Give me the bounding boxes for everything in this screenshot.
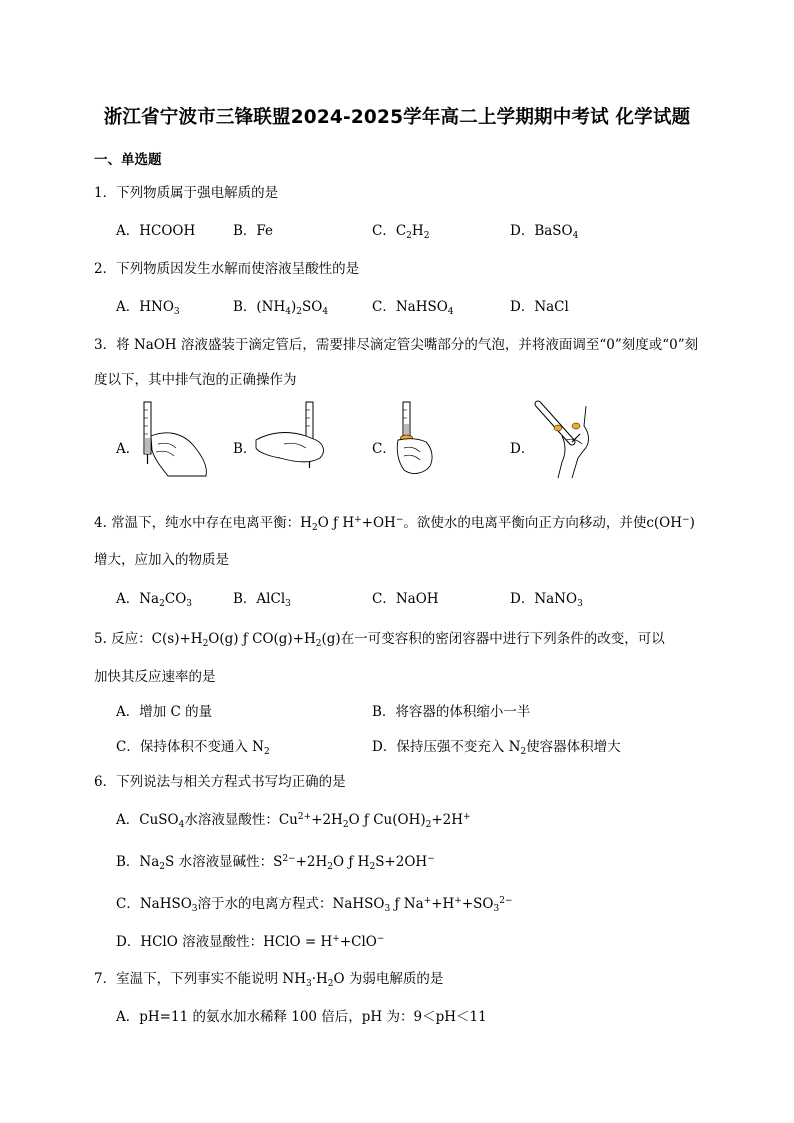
- q2-option-d: D．NaCl: [510, 299, 569, 315]
- question-2-stem: 2．下列物质因发生水解而使溶液呈酸性的是: [94, 261, 360, 277]
- q7-option-a: A．pH=11 的氨水加水稀释 100 倍后，pH 为：9＜pH＜11: [116, 1009, 487, 1025]
- q6-option-a: A．CuSO$_4$水溶液显酸性：$Cu^{2+}+2H_2O$ ƒ $Cu(OH)_2+2H^+$: [116, 812, 471, 830]
- q2-option-c: C．NaHSO$_4$: [372, 299, 454, 317]
- q5-option-a: A．增加 C 的量: [116, 704, 213, 720]
- section-heading: 一、单选题: [94, 152, 162, 168]
- q4-option-d: D．NaNO$_3$: [510, 591, 583, 609]
- question-1-stem: 1．下列物质属于强电解质的是: [94, 185, 279, 201]
- burette-hand-figure-a: [136, 400, 212, 478]
- q1-option-c: C．$C_2H_2$: [372, 223, 430, 241]
- q3-option-c-label: C．: [372, 441, 396, 457]
- q3-option-b-label: B．: [233, 441, 257, 457]
- q6-option-b: B．$Na_2S$ 水溶液显碱性：$S^{2-}+2H_2O$ ƒ $H_2S+2OH^-$: [116, 854, 435, 872]
- q3-option-d-label: D．: [510, 441, 535, 457]
- question-5-line1: 5. 反应：$C(s)+H_2O(g)$ ƒ $CO(g)+H_2(g)$在一可变容积的密闭容器中进行下列条件的改变，可以: [94, 631, 665, 649]
- q2-option-b: B．$(NH_4)_2SO_4$: [233, 299, 329, 317]
- burette-hand-figure-d: [532, 400, 602, 480]
- q5-option-d: D．保持压强不变充入 $N_2$使容器体积增大: [372, 739, 621, 757]
- question-4-line1: 4. 常温下，纯水中存在电离平衡：$H_2O$ ƒ H++OH−。欲使水的电离平衡向正方向移动，并使c(OH−): [94, 515, 695, 533]
- q4-option-a: A．$Na_2CO_3$: [116, 591, 192, 609]
- burette-hand-figure-b: [254, 400, 334, 478]
- q1-option-b: B．Fe: [233, 223, 274, 239]
- q3-option-a-label: A．: [116, 441, 140, 457]
- question-6-stem: 6．下列说法与相关方程式书写均正确的是: [94, 774, 346, 790]
- q5-option-c: C．保持体积不变通入 $N_2$: [116, 739, 270, 757]
- question-3-line1: 3．将 NaOH 溶液盛装于滴定管后，需要排尽滴定管尖嘴部分的气泡，并将液面调至“0”刻度或“0”刻: [94, 337, 699, 353]
- question-7-stem: 7．室温下，下列事实不能说明 $NH_3\cdot H_2O$ 为弱电解质的是: [94, 971, 444, 989]
- page-title: 浙江省宁波市三锋联盟2024-2025学年高二上学期期中考试 化学试题: [103, 107, 691, 128]
- question-4-line2: 增大，应加入的物质是: [94, 552, 229, 568]
- q5-option-b: B．将容器的体积缩小一半: [372, 704, 531, 720]
- q6-option-d: D．HClO 溶液显酸性：HClO = H++ClO−: [116, 934, 385, 950]
- burette-hand-figure-c: [392, 400, 442, 478]
- question-3-line2: 度以下，其中排气泡的正确操作为: [94, 372, 297, 388]
- q1-option-d: D．BaSO$_4$: [510, 223, 579, 241]
- q4-option-b: B．AlCl$_3$: [233, 591, 291, 609]
- q4-option-c: C．NaOH: [372, 591, 439, 607]
- q6-option-c: C．NaHSO$_3$溶于水的电离方程式：NaHSO$_3$ ƒ $Na^++H^++SO_3^{2-}$: [116, 896, 513, 914]
- question-5-line2: 加快其反应速率的是: [94, 669, 216, 685]
- q2-option-a: A．$HNO_3$: [116, 299, 180, 317]
- q1-option-a: A．HCOOH: [116, 223, 196, 239]
